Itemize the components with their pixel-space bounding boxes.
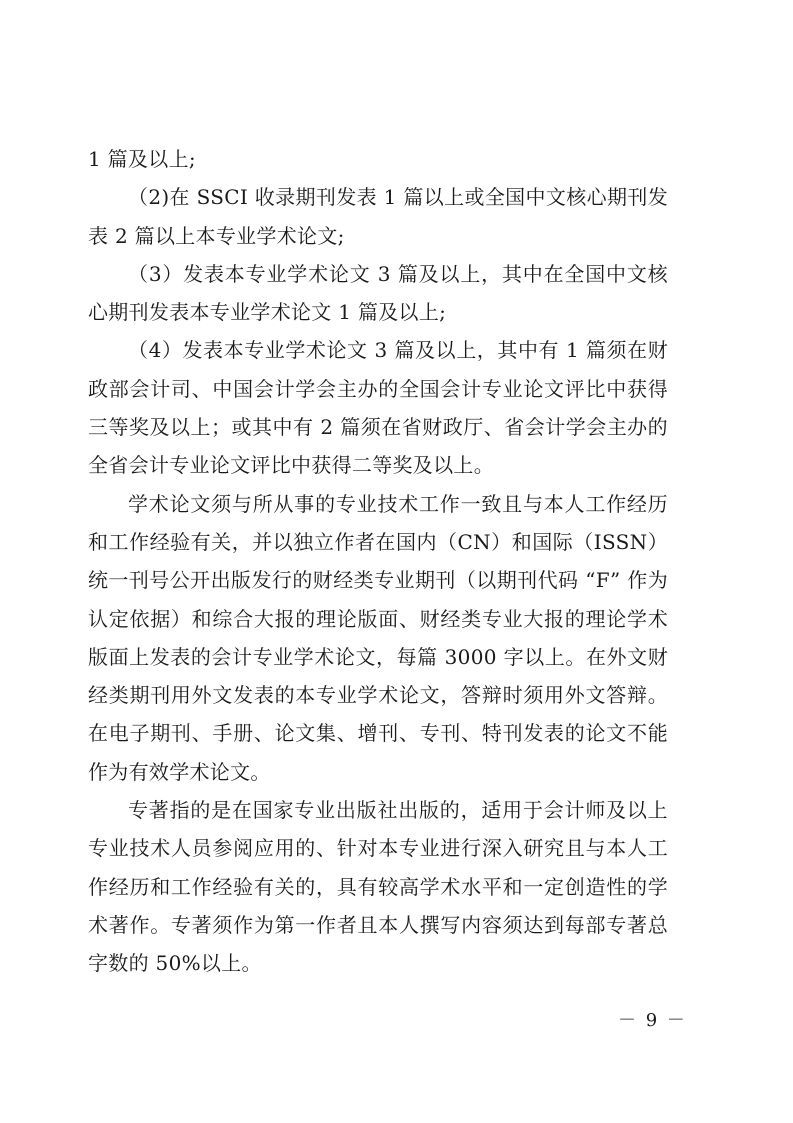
page-number: － 9 － [618,1010,687,1031]
paragraph-item-3: （3）发表本专业学术论文 3 篇及以上，其中在全国中文核心期刊发表本专业学术论文 1 篇及以上; [88,261,668,325]
paragraph-continuation: 1 篇及以上; [88,147,196,171]
body-text [88,140,668,983]
paragraph-item-2: （2)在 SSCI 收录期刊发表 1 篇以上或全国中文核心期刊发表 2 篇以上本专业学术论文; [88,185,668,248]
paragraph-monographs: 专著指的是在国家专业出版社出版的，适用于会计师及以上专业技术人员参阅应用的、针对本专业进行深入研究且与本人工作经历和工作经验有关的，具有较高学术水平和一定创造性的学术著作。专著须作为第一作者且本人撰写内容须达到每部专著总字数的 50%以上。 [88,798,668,976]
paragraph-item-4: （4）发表本专业学术论文 3 篇及以上，其中有 1 篇须在财政部会计司、中国会计学会主办的全国会计专业论文评比中获得三等奖及以上；或其中有 2 篇须在省财政厅、省会计学会主办的全省会计专业论文评比中获得二等奖及以上。 [88,338,668,478]
paragraph-academic-papers: 学术论文须与所从事的专业技术工作一致且与本人工作经历和工作经验有关，并以独立作者在国内（CN）和国际（ISSN）统一刊号公开出版发行的财经类专业期刊（以期刊代码 “F” 作为认定依据）和综合大报的理论版面、财经类专业大报的理论学术版面上发表的会计专业学术论文，每篇 3000 字以上。在外文财经类期刊用外文发表的本专业学术论文，答辩时须用外文答辩。在电子期刊、手册、论文集、增刊、专刊、特刊发表的论文不能作为有效学术论文。 [88,491,668,784]
